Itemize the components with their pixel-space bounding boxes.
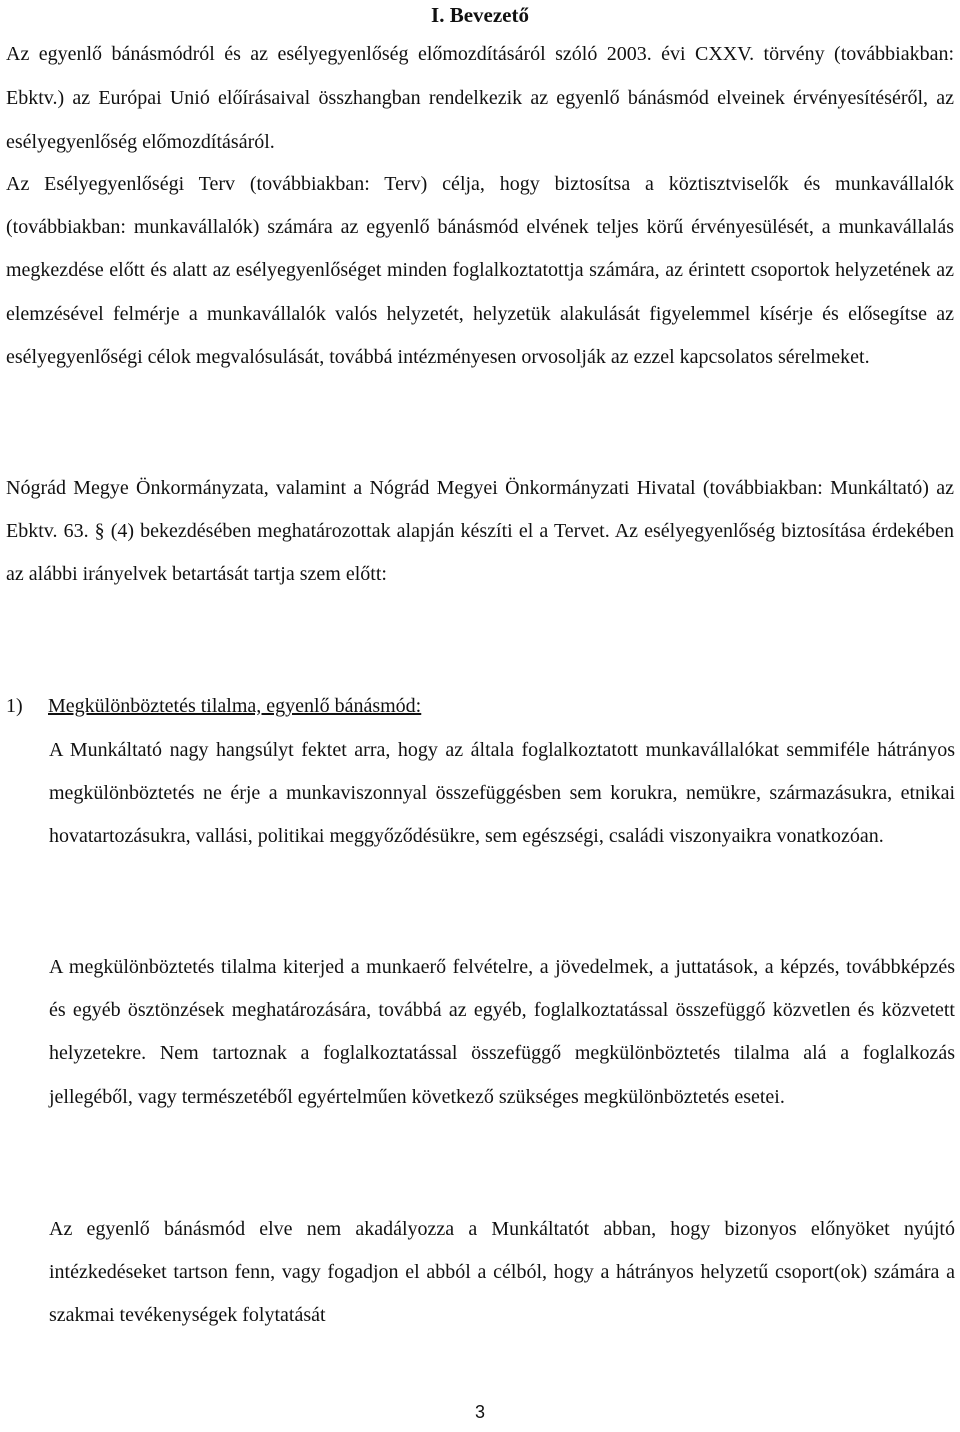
list-item-1-header xyxy=(6,686,954,726)
list-item-title: Megkülönböztetés tilalma, egyenlő bánásmód: xyxy=(48,695,422,717)
intro-plan-paragraph: Az Esélyegyenlőségi Terv (továbbiakban: Terv) célja, hogy biztosítsa a köztisztviselők és munkavállalók (továbbiakban: munkavállalók) számára az egyenlő bánásmód elvének teljes körű érvényesülését, a munkavállalás megkezdése előtt és alatt az esélyegyenlőséget minden foglalkoztatottja számára, az érintett csoportok helyzetének az elemzésével felmérje a munkavállalók valós helyzetét, helyzetük alakulását figyelemmel kísérje és elősegítse az esélyegyenlőségi célok megvalósulását, továbbá intézményesen orvosolják az ezzel kapcsolatos sérelmeket. xyxy=(6,173,954,368)
section-heading: I. Bevezető xyxy=(431,3,529,27)
intro-employer-paragraph: Nógrád Megye Önkormányzata, valamint a Nógrád Megyei Önkormányzati Hivatal (továbbiakban: Munkáltató) az Ebktv. 63. § (4) bekezdésében meghatározottak alapján készíti el a Tervet. Az esélyegyenlőség biztosítása érdekében az alábbi irányelvek betartását tartja szem előtt: xyxy=(6,477,954,586)
list-item-number: 1) xyxy=(6,695,23,717)
list-item-1-paragraph-2: A megkülönböztetés tilalma kiterjed a munkaerő felvételre, a jövedelmek, a juttatások, a képzés, továbbképzés és egyéb ösztönzések meghatározására, továbbá az egyéb, foglalkoztatással összefüggő közvetlen és közvetett helyzetekre. Nem tartoznak a foglalkoztatással összefüggő megkülönböztetés tilalma alá a foglalkozás jellegéből, vagy természetéből egyértelműen következő szükséges megkülönböztetés esetei. xyxy=(49,956,955,1108)
page-number: 3 xyxy=(474,1402,485,1422)
list-item-1-paragraph-1: A Munkáltató nagy hangsúlyt fektet arra, hogy az általa foglalkoztatott munkavállalókat semmiféle hátrányos megkülönböztetés ne érje a munkaviszonnyal összefüggésben sem korukra, nemükre, származásukra, etnikai hovatartozásukra, vallási, politikai meggyőződésükre, sem egészségi, családi viszonyaikra vonatkozóan. xyxy=(49,739,955,848)
intro-law-paragraph: Az egyenlő bánásmódról és az esélyegyenlőség előmozdításáról szóló 2003. évi CXXV. törvény (továbbiakban: Ebktv.) az Európai Unió előírásaival összhangban rendelkezik az egyenlő bánásmód elveinek érvényesítéséről, az esélyegyenlőség előmozdításáról. xyxy=(6,43,954,153)
list-item-1-paragraph-3: Az egyenlő bánásmód elve nem akadályozza a Munkáltatót abban, hogy bizonyos előnyöket nyújtó intézkedéseket tartson fenn, vagy fogadjon el abból a célból, hogy a hátrányos helyzetű csoport(ok) számára a szakmai tevékenységek folytatását xyxy=(49,1218,955,1327)
